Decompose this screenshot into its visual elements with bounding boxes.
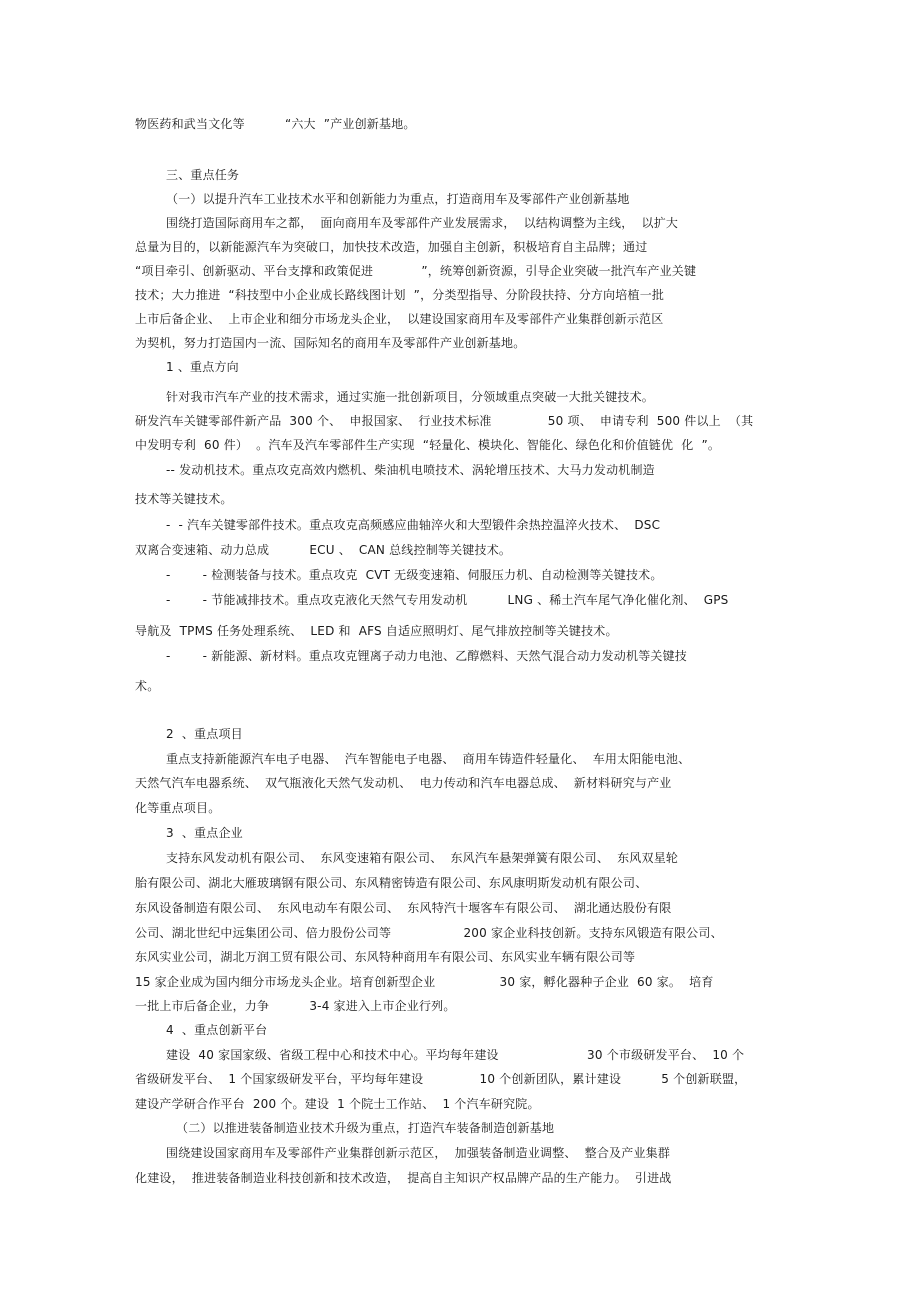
text-line: -- 发动机技术。重点攻克高效内燃机、柴油机电喷技术、涡轮增压技术、大马力发动机制造 <box>166 463 655 477</box>
text-line: - - 新能源、新材料。重点攻克锂离子动力电池、乙醇燃料、天然气混合动力发动机等关键技 <box>166 649 687 663</box>
text-line: 为契机，努力打造国内一流、国际知名的商用车及零部件产业创新基地。 <box>135 336 526 350</box>
text-line: 省级研发平台、 1 个国家级研发平台，平均每年建设 10 个创新团队，累计建设 5 个创新联盟， <box>135 1072 747 1086</box>
text-line: 技术；大力推进 “科技型中小企业成长路线图计划 ”，分类型指导、分阶段扶持、分方向培植一批 <box>135 288 665 302</box>
text-line: 建设产学研合作平台 200 个。建设 1 个院士工作站、 1 个汽车研究院。 <box>135 1097 540 1111</box>
text-line: 针对我市汽车产业的技术需求，通过实施一批创新项目，分领域重点突破一大批关键技术。 <box>166 390 655 404</box>
text-line: 研发汽车关键零部件新产品 300 个、 申报国家、 行业技术标准 50 项、 申请专利 500 件以上 （其 <box>135 414 754 428</box>
text-line: 围绕建设国家商用车及零部件产业集群创新示范区， 加强装备制造业调整、 整合及产业集群 <box>166 1146 671 1160</box>
item-heading: 1 、重点方向 <box>166 360 239 374</box>
text-line: 导航及 TPMS 任务处理系统、 LED 和 AFS 自适应照明灯、尾气排放控制等关键技术。 <box>135 624 618 638</box>
text-line: 双离合变速箱、动力总成 ECU 、 CAN 总线控制等关键技术。 <box>135 543 512 557</box>
text-line: 胎有限公司、湖北大雁玻璃钢有限公司、东风精密铸造有限公司、东风康明斯发动机有限公司、 <box>135 876 648 890</box>
text-line: 15 家企业成为国内细分市场龙头企业。培育创新型企业 30 家，孵化器种子企业 60 家。 培育 <box>135 975 714 989</box>
text-line: “项目牵引、创新驱动、平台支撑和政策促进 ”，统筹创新资源，引导企业突破一批汽车产业关键 <box>135 264 697 278</box>
item-heading: 2 、重点项目 <box>166 727 243 741</box>
text-line: 中发明专利 60 件） 。汽车及汽车零部件生产实现 “轻量化、模块化、智能化、绿色化和价值链优 化 ”。 <box>135 438 721 452</box>
text-line: 化建设， 推进装备制造业科技创新和技术改造， 提高自主知识产权品牌产品的生产能力。 引进战 <box>135 1171 672 1185</box>
text-line: 天然气汽车电器系统、 双气瓶液化天然气发动机、 电力传动和汽车电器总成、 新材料研究与产业 <box>135 776 672 790</box>
text-line: 化等重点项目。 <box>135 801 221 815</box>
text-line: 技术等关键技术。 <box>135 492 233 506</box>
text-line: - - 汽车关键零部件技术。重点攻克高频感应曲轴淬火和大型锻件余热控温淬火技术、 DSC <box>166 518 661 532</box>
text-line: 重点支持新能源汽车电子电器、 汽车智能电子电器、 商用车铸造件轻量化、 车用太阳能电池、 <box>166 752 691 766</box>
text-line: 总量为目的，以新能源汽车为突破口，加快技术改造，加强自主创新，积极培育自主品牌；通过 <box>135 240 648 254</box>
subsection-heading: （二）以推进装备制造业技术升级为重点，打造汽车装备制造创新基地 <box>176 1121 555 1135</box>
text-line: 东风设备制造有限公司、 东风电动车有限公司、 东风特汽十堰客车有限公司、 湖北通达股份有限 <box>135 901 672 915</box>
section-heading: 三、重点任务 <box>166 168 240 182</box>
item-heading: 4 、重点创新平台 <box>166 1023 268 1037</box>
text-line: 上市后备企业、 上市企业和细分市场龙头企业， 以建设国家商用车及零部件产业集群创新示范区 <box>135 312 664 326</box>
text-line: 围绕打造国际商用车之都， 面向商用车及零部件产业发展需求， 以结构调整为主线， 以扩大 <box>166 216 679 230</box>
subsection-heading: （一）以提升汽车工业技术水平和创新能力为重点，打造商用车及零部件产业创新基地 <box>166 192 630 206</box>
text-line: 物医药和武当文化等 “六大 ”产业创新基地。 <box>135 117 416 131</box>
text-line: 公司、湖北世纪中远集团公司、倍力股份公司等 200 家企业科技创新。支持东风锻造有限公司、 <box>135 926 723 940</box>
text-line: 东风实业公司，湖北万润工贸有限公司、东风特种商用车有限公司、东风实业车辆有限公司等 <box>135 950 636 964</box>
text-line: - - 检测装备与技术。重点攻克 CVT 无级变速箱、伺服压力机、自动检测等关键技术。 <box>166 568 663 582</box>
text-line: 术。 <box>135 679 160 693</box>
text-line: 建设 40 家国家级、省级工程中心和技术中心。平均每年建设 30 个市级研发平台、 10 个 <box>166 1048 745 1062</box>
item-heading: 3 、重点企业 <box>166 826 243 840</box>
text-line: 一批上市后备企业，力争 3-4 家进入上市企业行列。 <box>135 999 456 1013</box>
text-line: - - 节能减排技术。重点攻克液化天然气专用发动机 LNG 、稀土汽车尾气净化催化剂、 GPS <box>166 593 729 607</box>
text-line: 支持东风发动机有限公司、 东风变速箱有限公司、 东风汽车悬架弹簧有限公司、 东风双星轮 <box>166 851 679 865</box>
